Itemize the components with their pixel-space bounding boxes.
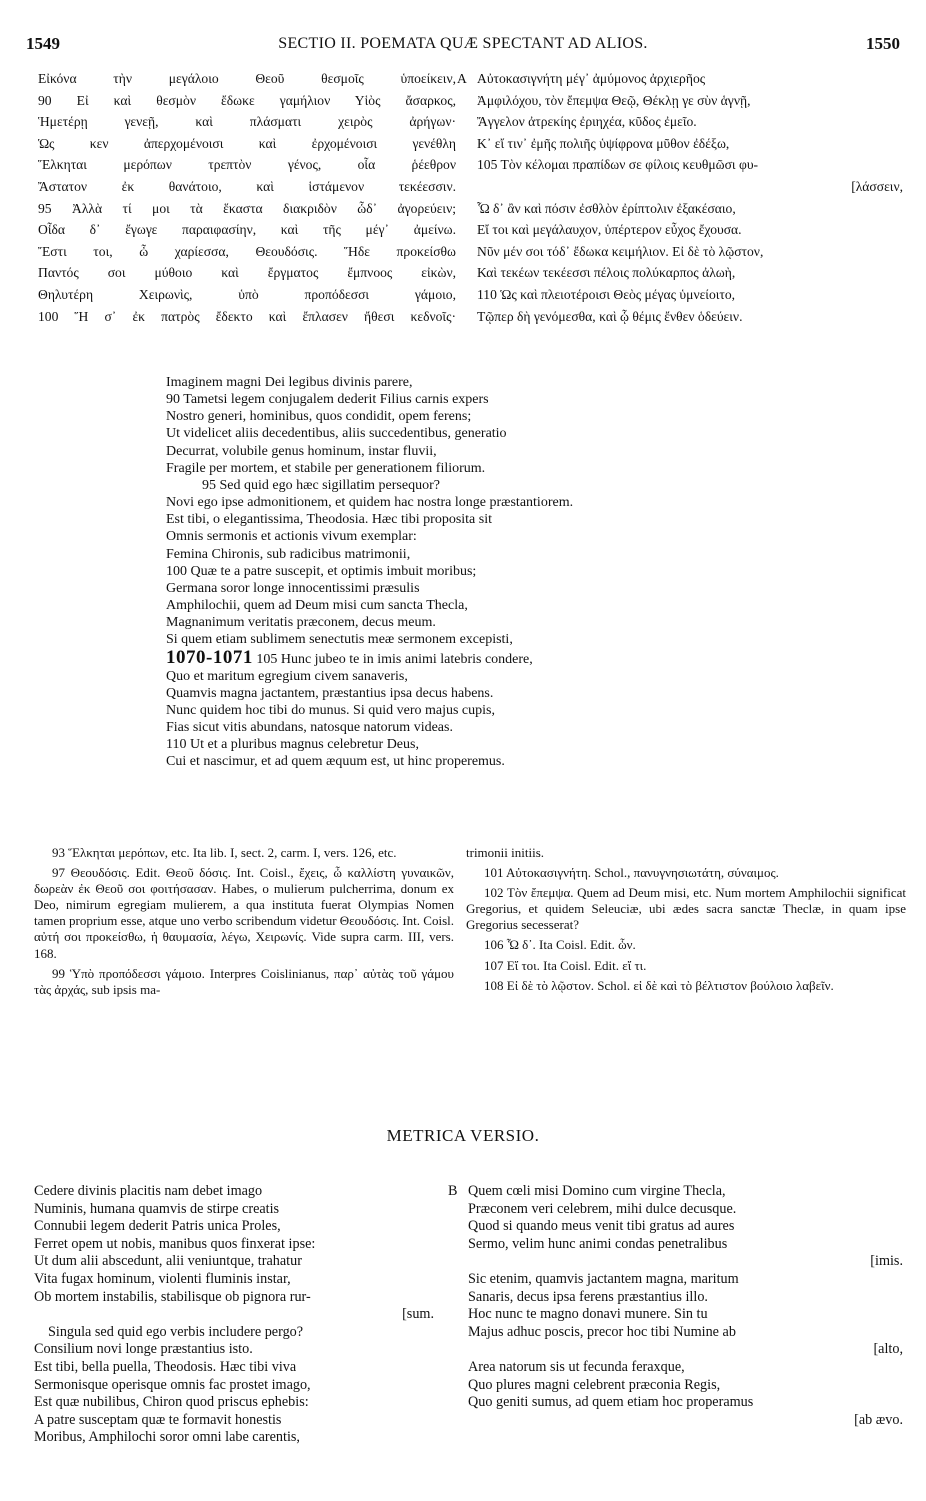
verse-line: Est tibi, bella puella, Theodosis. Hæc tibi viva [34, 1358, 297, 1375]
verse-line: Sermonisque operisque omnis fac prostet imago, [34, 1376, 311, 1393]
footnotes-left [34, 845, 454, 1002]
footnote: 106 Ὧ δ᾽. Ita Coisl. Edit. ὧν. [484, 937, 636, 953]
latin-line: Fias sicut vitis abundans, natosque natorum videas. [166, 720, 453, 736]
latin-line: Nunc quidem hoc tibi do munus. Si quid vero majus cupis, [166, 702, 495, 718]
verse-line: Vita fugax hominum, violenti fluminis instar, [34, 1270, 291, 1287]
latin-line: 90 Tametsi legem conjugalem dederit Filius carnis expers [166, 392, 489, 408]
greek-line-text: Αὐτοκασιγνήτη μέγ᾽ ἀμύμονος ἀρχιερῆος [477, 71, 706, 86]
verse-line: Majus adhuc poscis, precor hoc tibi Numine ab [468, 1323, 736, 1340]
verse-line-text: Quem cœli misi Domino cum virgine Thecla, [468, 1183, 726, 1199]
verse-line: Quo geniti sumus, ad quem etiam hoc properamus [468, 1394, 754, 1411]
greek-line: Ἄγγελον ἀτρεκίης ἐριηχέα, κῦδος ἐμεῖο. [477, 114, 697, 130]
latin-line: Decurrat, volubile genus hominum, instar fluvii, [166, 443, 437, 459]
latin-line: Amphilochii, quem ad Deum misi cum sancta Thecla, [166, 598, 468, 614]
greek-line: 105 Τὸν κέλομαι πραπίδων σε φίλοις κευθμῶσι φυ- [477, 157, 759, 173]
greek-line: Τῷπερ δὴ γενόμεσθα, καὶ ᾧ θέμις ἔνθεν ὁδεύειν. [477, 308, 743, 324]
greek-line: Θηλυτέρη Χειρωνὶς, ὑπὸ προπόδεσσι γάμοιο, [38, 286, 456, 302]
greek-line: 110 Ὡς καὶ πλειοτέροισι Θεὸς μέγας ὑμνείοιτο, [477, 286, 736, 302]
greek-line: 95 Ἀλλὰ τί μοι τὰ ἕκαστα διακριδὸν ὧδ᾽ ἀγορεύειν; [38, 200, 456, 216]
verse-line-continuation: [alto, [873, 1341, 903, 1358]
greek-line: Καὶ τεκέων τεκέεσσι πέλοις πολύκαρπος ἀλωὴ, [477, 265, 736, 281]
metrical-version-right [448, 1183, 903, 1429]
verse-line-continuation: [imis. [870, 1253, 903, 1270]
latin-line: Femina Chironis, sub radicibus matrimonii, [166, 546, 411, 562]
column-letter-marker: B [448, 1183, 458, 1199]
verse-line: Connubii legem dederit Patris unica Proles, [34, 1218, 281, 1235]
greek-line: Ἔστι τοι, ὦ χαρίεσσα, Θεουδόσις. Ἥδε προκείσθω [38, 243, 456, 259]
latin-line: Magnanimum veritatis præconem, decus meum. [166, 615, 436, 631]
latin-line: Imaginem magni Dei legibus divinis parere, [166, 375, 413, 390]
verse-line: Numinis, humana quamvis de stirpe creatis [34, 1200, 280, 1217]
verse-line: Ferret opem ut nobis, manibus quos finxerat ipse: [34, 1235, 316, 1252]
verse-line: Cedere divinis placitis nam debet imago [34, 1183, 263, 1199]
latin-line: Cui et nascimur, et ad quem æquum est, ut hinc properemus. [166, 754, 505, 770]
latin-line: Est tibi, o elegantissima, Theodosia. Hæc tibi proposita sit [166, 512, 492, 528]
verse-line-continuation: [ab ævo. [854, 1411, 903, 1428]
greek-line: Οἶδα δ᾽ ἔγωγε παραιφασίην, καὶ τῆς μέγ᾽ ἀμείνω. [38, 222, 456, 238]
greek-line: Νῦν μέν σοι τόδ᾽ ἔδωκα κειμήλιον. Εἰ δὲ τὸ λῷστον, [477, 243, 764, 259]
column-letter-marker: A [457, 71, 467, 86]
latin-line: 110 Ut et a pluribus magnus celebretur Deus, [166, 737, 419, 753]
greek-text-right-column [457, 68, 903, 327]
greek-line: Κ᾽ εἴ τιν᾽ ἐμῆς πολιῆς ὑψίφρονα μῦθον ἐδέξω, [477, 135, 730, 151]
metrical-version-left [34, 1183, 434, 1447]
verse-line: Sanaris, decus ipsa ferens præstantius illo. [468, 1288, 708, 1305]
verse-line-continuation: [sum. [402, 1306, 434, 1323]
footnote: 102 Τὸν ἔπεμψα. Quem ad Deum misi, etc. Num mortem Amphilochii significat Gregorius, et quidem Seleuciæ, ubi ædes sacra sanctæ Theclæ, in quam ipse Gregorius secesserat? [466, 885, 906, 933]
latin-line: 95 Sed quid ego hæc sigillatim persequor? [202, 477, 440, 493]
verse-line: Area natorum sis ut fecunda feraxque, [468, 1358, 685, 1375]
verse-line: Præconem veri celebrem, mihi dulce decusque. [468, 1200, 737, 1217]
latin-line: Nostro generi, hominibus, quos condidit, opem ferens; [166, 409, 472, 425]
latin-translation [166, 374, 726, 771]
footnote: 99 Ὑπὸ προπόδεσσι γάμοιο. Interpres Coislinianus, παρ᾽ αὐτὰς τοῦ γάμου τὰς ἀρχάς, sub ipsis ma- [34, 965, 454, 997]
verse-line: Est quæ nubilibus, Chiron quod priscus ephebis: [34, 1394, 309, 1411]
footnotes-right [466, 845, 906, 998]
verse-line: Moribus, Amphilochi soror omni labe carentis, [34, 1429, 300, 1446]
greek-line [457, 68, 903, 90]
verse-line: Quo plures magni celebrent præconia Regis, [468, 1376, 721, 1393]
latin-line: Quamvis magna jactantem, præstantius ipsa decus habens. [166, 685, 494, 701]
latin-line: Novi ego ipse admonitionem, et quidem hac nostra longe præstantiorem. [166, 495, 574, 511]
running-title: SECTIO II. POEMATA QUÆ SPECTANT AD ALIOS. [278, 35, 648, 52]
footnote: 93 Ἕλκηται μερόπων, etc. Ita lib. I, sect. 2, carm. I, vers. 126, etc. [52, 845, 397, 860]
greek-line: Ἄστατον ἐκ θανάτοιο, καὶ ἱστάμενον τεκέεσσιν. [38, 178, 456, 194]
greek-line: Ὧ δ᾽ ἂν καὶ πόσιν ἐσθλὸν ἐρίπτολιν ἐξακέσαιο, [477, 200, 736, 216]
verse-line: Ut dum alii abscedunt, alii veniuntque, trahatur [34, 1253, 302, 1270]
greek-line: 100 Ἥ σ᾽ ἐκ πατρὸς ἔδεκτο καὶ ἔπλασεν ἤθεσι κεδνοῖς· [38, 308, 456, 324]
greek-line: Ἡμετέρῃ γενεῇ, καὶ πλάσματι χειρὸς ἀρήγων· [38, 114, 456, 130]
greek-text-left-column [38, 68, 456, 327]
verse-line: Sic etenim, quamvis jactantem magna, maritum [468, 1270, 739, 1287]
verse-line [448, 1183, 903, 1201]
verse-line: Singula sed quid ego verbis includere pergo? [48, 1323, 304, 1340]
verse-line: Consilium novi longe præstantius isto. [34, 1341, 253, 1358]
greek-line: Ὡς κεν ἀπερχομένοισι καὶ ἐρχομένοισι γενέθλη [38, 135, 456, 151]
greek-line-continuation: [λάσσειν, [851, 178, 903, 194]
greek-line: Εἴ τοι καὶ μεγάλαυχον, ὑπέρτερον εὖχος ἔχουσα. [477, 222, 742, 238]
verse-line: A patre susceptam quæ te formavit honestis [34, 1411, 282, 1428]
footnote: 101 Αὐτοκασιγνήτη. Schol., πανυγνησιωτάτη, σύναιμος. [484, 865, 779, 881]
footnote: 108 Εἰ δὲ τὸ λῷστον. Schol. εἰ δὲ καὶ τὸ βέλτιστον βούλοιο λαβεῖν. [484, 977, 834, 993]
section-heading: METRICA VERSIO. [386, 1126, 540, 1145]
latin-line: Quo et maritum egregium civem sanaveris, [166, 668, 408, 684]
greek-line: Παντός σοι μύθοιο καὶ ἔργματος ἔμπνοος εἰκὼν, [38, 265, 456, 281]
greek-line: Ἀμφιλόχου, τὸν ἔπεμψα Θεῷ, Θέκλῃ γε σὺν ἁγνῇ, [477, 92, 751, 108]
latin-line: Si quem etiam sublimem senectutis meæ sermonem excepisti, [166, 632, 513, 648]
verse-line: Quod si quando meus venit tibi gratus ad aures [468, 1218, 735, 1235]
latin-line: Omnis sermonis et actionis vivum exemplar: [166, 529, 417, 545]
greek-line: 90 Εἰ καὶ θεσμὸν ἔδωκε γαμήλιον Υἱὸς ἄσαρκος, [38, 92, 456, 108]
verse-line: Sermo, velim hunc animi condas penetralibus [468, 1235, 728, 1252]
latin-line: Ut videlicet aliis decedentibus, aliis succedentibus, generatio [166, 426, 507, 442]
page-number-right: 1550 [866, 34, 900, 53]
greek-line: Εἰκόνα τὴν μεγάλοιο Θεοῦ θεσμοῖς ὑποείκειν, [38, 71, 456, 86]
footnote: 107 Εἴ τοι. Ita Coisl. Edit. εἴ τι. [484, 957, 647, 973]
greek-line: Ἕλκηται μερόπων τρεπτὸν γένος, οἷα ῥέεθρον [38, 157, 456, 173]
latin-line: 100 Quæ te a patre suscepit, et optimis imbuit moribus; [166, 563, 477, 579]
latin-line: Germana soror longe innocentissimi præsulis [166, 580, 420, 596]
latin-line-text: 105 Hunc jubeo te in imis animi latebris condere, [256, 651, 533, 667]
verse-line: Ob mortem instabilis, stabilisque ob pignora rur- [34, 1288, 311, 1305]
column-number-marker: 1070-1071 [166, 646, 253, 668]
page-header [26, 34, 900, 56]
latin-line [166, 646, 726, 668]
verse-line: Hoc nunc te magno donavi munere. Sin tu [468, 1306, 708, 1323]
footnote: trimonii initiis. [466, 845, 545, 860]
footnote: 97 Θεουδόσις. Edit. Θεοῦ δόσις. Int. Coisl., ἔχεις, ὦ καλλίστη γυναικῶν, δωρεὰν ἐκ Θεοῦ σοι φοιτήσασαν. Habes, o mulierum pulcherrima, donum ex Deo, nimirum egregiam mulierem, a qua instituta fuerat Olympias Nomen tamen proprium esse, atque uno verbo scribendum videtur Θεουδόσις. Int. Coisl. αὐτή σοι προκείσθω, ἡ θαυμασία, λέγω, Χειρωνίς. Vide supra carm. III, vers. 168. [34, 865, 454, 961]
page-number-left: 1549 [26, 34, 60, 53]
latin-line: Fragile per mortem, et stabile per generationem filiorum. [166, 460, 486, 476]
